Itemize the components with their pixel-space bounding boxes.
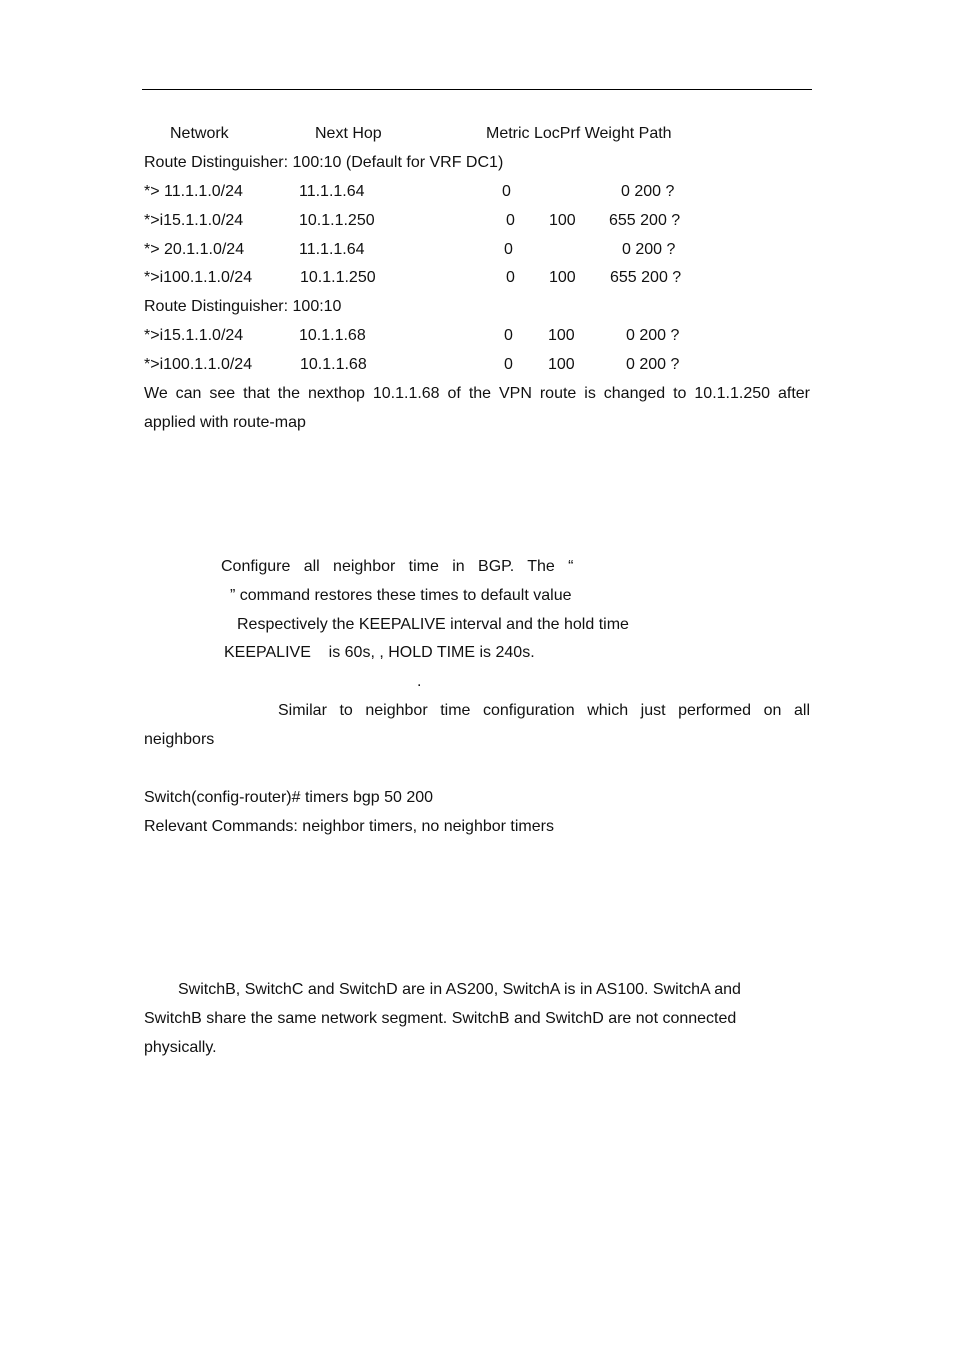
explanation-line-2: applied with route-map [144, 414, 306, 431]
topology-line-1: SwitchB, SwitchC and SwitchD are in AS200, SwitchA is in AS100. SwitchA and [178, 981, 741, 998]
topology-line-2: SwitchB share the same network segment. SwitchB and SwitchD are not connected [144, 1010, 737, 1027]
cell-locprf: 100 [548, 356, 575, 373]
timers-default: KEEPALIVE is 60s, , HOLD TIME is 240s. [224, 644, 535, 661]
header-rule [142, 89, 812, 90]
topology-line-3: physically. [144, 1039, 217, 1056]
timers-usage-guide-line-2: neighbors [144, 731, 215, 748]
timers-usage-guide-line-1: Similar to neighbor time configuration which just performed on all [278, 702, 810, 719]
cell-metric: 0 [506, 269, 515, 286]
cell-network: *> 20.1.1.0/24 [144, 241, 245, 258]
cell-weight-path: 0 200 ? [622, 241, 676, 258]
cell-metric: 0 [502, 183, 511, 200]
cell-metric: 0 [504, 327, 513, 344]
cell-weight-path: 0 200 ? [626, 327, 680, 344]
col-header-network: Network [170, 125, 229, 142]
cell-next-hop: 11.1.1.64 [299, 241, 365, 258]
explanation-line-1: We can see that the nexthop 10.1.1.68 of the VPN route is changed to 10.1.1.250 after [144, 385, 810, 402]
col-header-next-hop: Next Hop [315, 125, 382, 142]
cell-network: *>i15.1.1.0/24 [144, 327, 244, 344]
cell-network: *>i100.1.1.0/24 [144, 269, 253, 286]
timers-relevant-commands: Relevant Commands: neighbor timers, no neighbor timers [144, 818, 554, 835]
cell-next-hop: 11.1.1.64 [299, 183, 365, 200]
cell-metric: 0 [504, 356, 513, 373]
cell-weight-path: 0 200 ? [626, 356, 680, 373]
col-header-metric-locprf-weight-path: Metric LocPrf Weight Path [486, 125, 672, 142]
timers-command-mode: . [417, 673, 422, 690]
route-distinguisher-2: Route Distinguisher: 100:10 [144, 298, 342, 315]
cell-weight-path: 655 200 ? [610, 269, 682, 286]
cell-metric: 0 [504, 241, 513, 258]
cell-weight-path: 0 200 ? [621, 183, 675, 200]
cell-weight-path: 655 200 ? [609, 212, 681, 229]
cell-locprf: 100 [548, 327, 575, 344]
cell-next-hop: 10.1.1.250 [300, 269, 376, 286]
cell-network: *>i15.1.1.0/24 [144, 212, 244, 229]
timers-parameters: Respectively the KEEPALIVE interval and the hold time [237, 616, 629, 633]
route-distinguisher-1: Route Distinguisher: 100:10 (Default for VRF DC1) [144, 154, 504, 171]
timers-no-form: ” command restores these times to default value [230, 587, 572, 604]
timers-example: Switch(config-router)# timers bgp 50 200 [144, 789, 434, 806]
cell-next-hop: 10.1.1.250 [299, 212, 375, 229]
cell-locprf: 100 [549, 212, 576, 229]
cell-next-hop: 10.1.1.68 [299, 327, 366, 344]
cell-next-hop: 10.1.1.68 [300, 356, 367, 373]
timers-description: Configure all neighbor time in BGP. The “ [221, 558, 574, 575]
cell-network: *>i100.1.1.0/24 [144, 356, 253, 373]
cell-locprf: 100 [549, 269, 576, 286]
cell-metric: 0 [506, 212, 515, 229]
cell-network: *> 11.1.1.0/24 [144, 183, 243, 200]
